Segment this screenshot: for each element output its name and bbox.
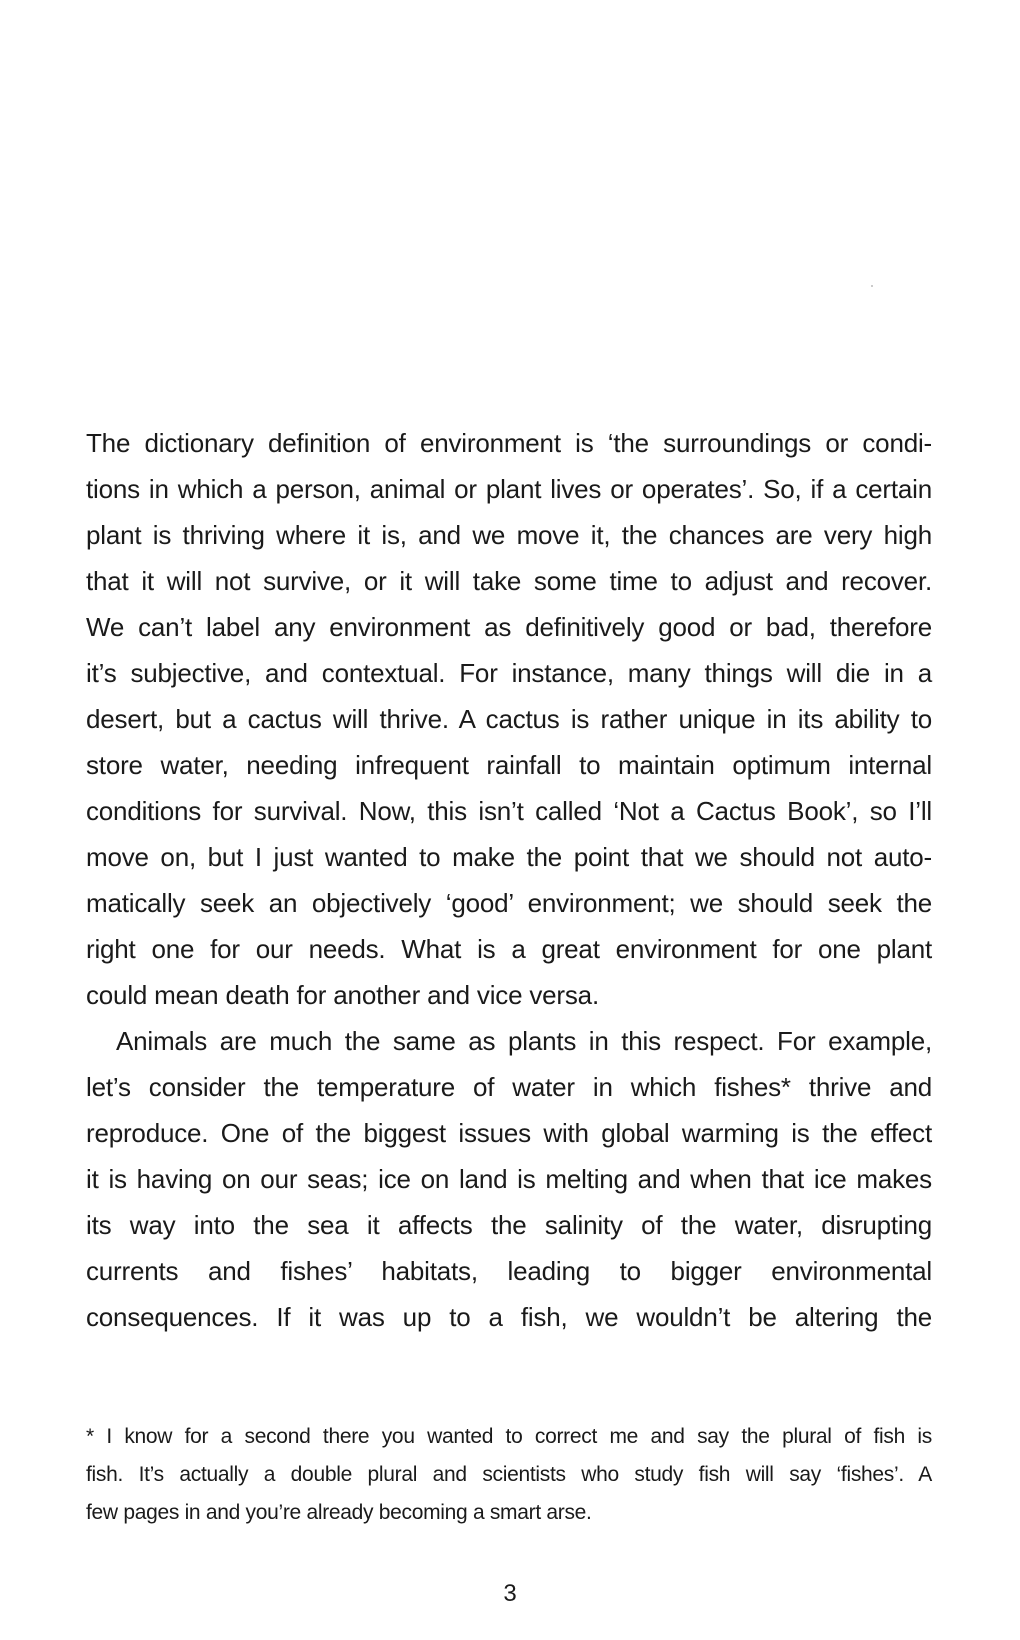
body-text <box>86 420 932 1340</box>
text-line: it is having on our seas; ice on land is melting and when that ice makes <box>86 1164 932 1194</box>
text-line: currents and fishes’ habitats, leading to bigger environmental <box>86 1256 932 1286</box>
page-number: 3 <box>503 1580 517 1607</box>
text-line: its way into the sea it affects the salinity of the water, disrupting <box>86 1210 932 1240</box>
text-line: desert, but a cactus will thrive. A cactus is rather unique in its ability to <box>86 704 932 734</box>
footnote-line: few pages in and you’re already becoming a smart arse. <box>86 1501 592 1524</box>
text-line: The dictionary definition of environment is ‘the surroundings or condi- <box>86 428 932 458</box>
text-line: it’s subjective, and contextual. For instance, many things will die in a <box>86 658 932 688</box>
text-line: move on, but I just wanted to make the point that we should not auto- <box>86 842 932 872</box>
text-line: matically seek an objectively ‘good’ environment; we should seek the <box>86 888 932 918</box>
footnote-line: * I know for a second there you wanted to correct me and say the plural of fish is <box>86 1425 932 1448</box>
text-line: We can’t label any environment as definitively good or bad, therefore <box>86 612 932 642</box>
footnote <box>86 1418 932 1532</box>
text-line: could mean death for another and vice versa. <box>86 980 599 1010</box>
text-line: Animals are much the same as plants in this respect. For example, <box>116 1026 932 1056</box>
text-line: that it will not survive, or it will take some time to adjust and recover. <box>86 566 932 596</box>
text-line: tions in which a person, animal or plant lives or operates’. So, if a certain <box>86 474 932 504</box>
paragraph-1 <box>86 420 932 1018</box>
footnote-line: fish. It’s actually a double plural and scientists who study fish will say ‘fishes’. A <box>86 1463 932 1486</box>
text-line: plant is thriving where it is, and we move it, the chances are very high <box>86 520 932 550</box>
scan-speck <box>871 285 873 287</box>
text-line: right one for our needs. What is a great environment for one plant <box>86 934 932 964</box>
text-line: reproduce. One of the biggest issues with global warming is the effect <box>86 1118 932 1148</box>
text-line: let’s consider the temperature of water in which fishes* thrive and <box>86 1072 932 1102</box>
text-line: conditions for survival. Now, this isn’t called ‘Not a Cactus Book’, so I’ll <box>86 796 932 826</box>
text-line: consequences. If it was up to a fish, we wouldn’t be altering the <box>86 1302 932 1332</box>
text-line: store water, needing infrequent rainfall to maintain optimum internal <box>86 750 932 780</box>
paragraph-2 <box>86 1018 932 1340</box>
